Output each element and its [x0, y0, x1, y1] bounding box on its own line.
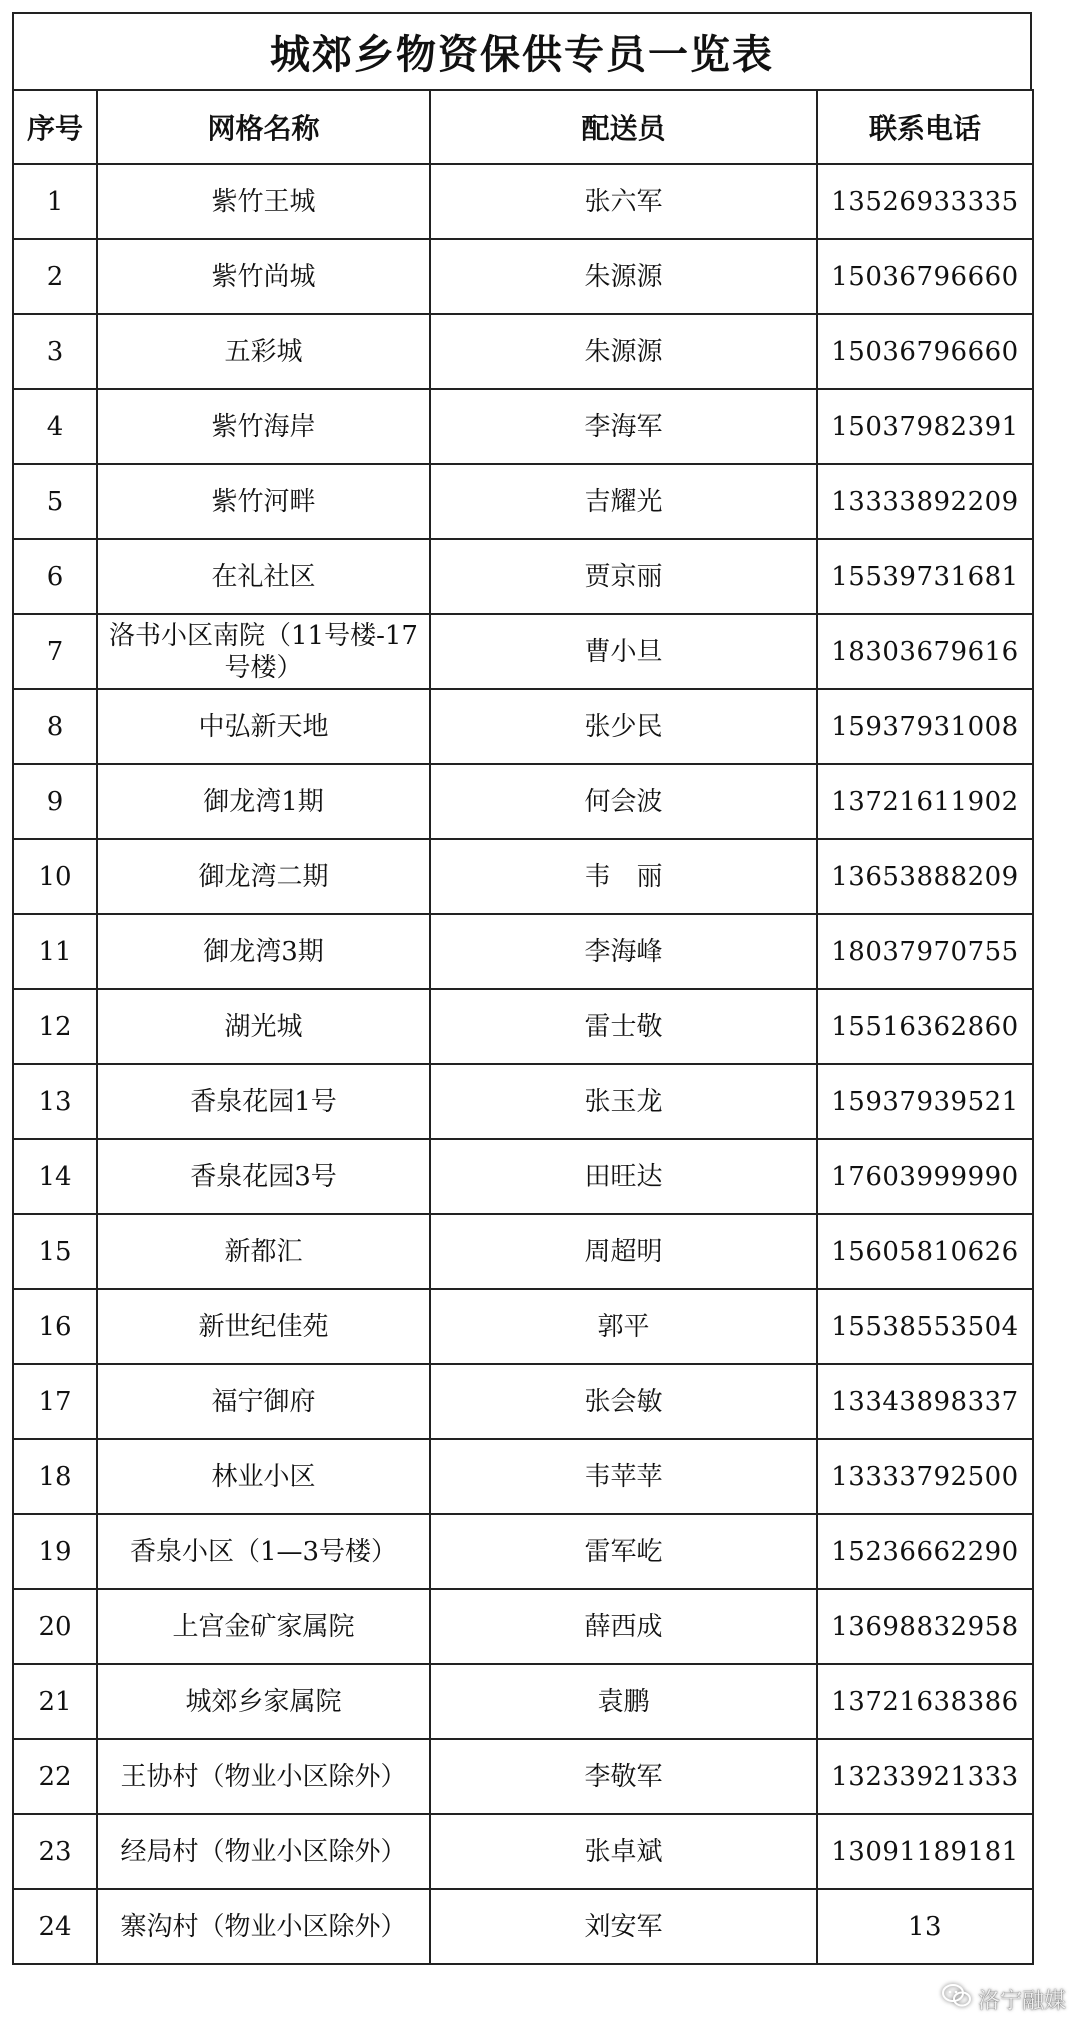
row-grid-name: 紫竹尚城	[97, 239, 430, 314]
row-index: 5	[13, 464, 97, 539]
row-courier: 贾京丽	[430, 539, 817, 614]
table-row	[13, 239, 1033, 314]
row-index: 16	[13, 1289, 97, 1364]
row-grid-name: 经局村（物业小区除外）	[97, 1814, 430, 1889]
row-index: 23	[13, 1814, 97, 1889]
row-phone: 15605810626	[817, 1214, 1033, 1289]
row-index: 9	[13, 764, 97, 839]
header-phone: 联系电话	[817, 90, 1033, 164]
row-phone: 15037982391	[817, 389, 1033, 464]
table-row	[13, 1064, 1033, 1139]
row-phone: 13	[817, 1889, 1033, 1964]
row-courier: 雷士敬	[430, 989, 817, 1064]
row-grid-name: 城郊乡家属院	[97, 1664, 430, 1739]
row-phone: 13653888209	[817, 839, 1033, 914]
row-grid-name: 寨沟村（物业小区除外）	[97, 1889, 430, 1964]
table-row	[13, 539, 1033, 614]
table-row	[13, 389, 1033, 464]
row-courier: 李敬军	[430, 1739, 817, 1814]
row-index: 10	[13, 839, 97, 914]
row-grid-name: 新都汇	[97, 1214, 430, 1289]
table-title: 城郊乡物资保供专员一览表	[12, 12, 1032, 89]
row-phone: 13333892209	[817, 464, 1033, 539]
header-grid-name: 网格名称	[97, 90, 430, 164]
header-courier: 配送员	[430, 90, 817, 164]
row-phone: 13721638386	[817, 1664, 1033, 1739]
row-grid-name: 香泉花园3号	[97, 1139, 430, 1214]
row-phone: 13333792500	[817, 1439, 1033, 1514]
row-phone: 18303679616	[817, 614, 1033, 689]
row-index: 8	[13, 689, 97, 764]
row-phone: 17603999990	[817, 1139, 1033, 1214]
row-courier: 朱源源	[430, 314, 817, 389]
row-grid-name: 中弘新天地	[97, 689, 430, 764]
row-phone: 15036796660	[817, 239, 1033, 314]
row-index: 14	[13, 1139, 97, 1214]
row-courier: 吉耀光	[430, 464, 817, 539]
row-grid-name: 湖光城	[97, 989, 430, 1064]
table-row	[13, 1439, 1033, 1514]
row-grid-name: 御龙湾3期	[97, 914, 430, 989]
row-grid-name: 上宫金矿家属院	[97, 1589, 430, 1664]
row-index: 21	[13, 1664, 97, 1739]
watermark	[942, 1983, 1066, 2015]
row-grid-name: 紫竹海岸	[97, 389, 430, 464]
table-row	[13, 764, 1033, 839]
row-index: 17	[13, 1364, 97, 1439]
row-grid-name: 五彩城	[97, 314, 430, 389]
table-row	[13, 1364, 1033, 1439]
row-index: 15	[13, 1214, 97, 1289]
row-phone: 15516362860	[817, 989, 1033, 1064]
row-index: 20	[13, 1589, 97, 1664]
row-phone: 13721611902	[817, 764, 1033, 839]
table-row	[13, 1514, 1033, 1589]
row-phone: 15539731681	[817, 539, 1033, 614]
row-phone: 13343898337	[817, 1364, 1033, 1439]
row-courier: 张玉龙	[430, 1064, 817, 1139]
row-index: 4	[13, 389, 97, 464]
row-courier: 李海军	[430, 389, 817, 464]
table-row	[13, 1139, 1033, 1214]
row-index: 13	[13, 1064, 97, 1139]
row-courier: 韦 丽	[430, 839, 817, 914]
row-phone: 15036796660	[817, 314, 1033, 389]
row-grid-name: 福宁御府	[97, 1364, 430, 1439]
row-courier: 张六军	[430, 164, 817, 239]
row-phone: 13526933335	[817, 164, 1033, 239]
table-row	[13, 914, 1033, 989]
row-grid-name: 香泉小区（1—3号楼）	[97, 1514, 430, 1589]
row-courier: 张会敏	[430, 1364, 817, 1439]
row-index: 18	[13, 1439, 97, 1514]
row-grid-name: 紫竹河畔	[97, 464, 430, 539]
row-phone: 15236662290	[817, 1514, 1033, 1589]
row-phone: 15937931008	[817, 689, 1033, 764]
row-index: 6	[13, 539, 97, 614]
row-courier: 薛西成	[430, 1589, 817, 1664]
wechat-icon	[942, 1983, 972, 2015]
row-index: 1	[13, 164, 97, 239]
row-phone: 15538553504	[817, 1289, 1033, 1364]
row-index: 22	[13, 1739, 97, 1814]
row-grid-name: 紫竹王城	[97, 164, 430, 239]
courier-table	[12, 89, 1034, 1965]
row-grid-name: 新世纪佳苑	[97, 1289, 430, 1364]
row-grid-name: 王协村（物业小区除外）	[97, 1739, 430, 1814]
row-phone: 13233921333	[817, 1739, 1033, 1814]
watermark-text: 洛宁融媒	[977, 1988, 1066, 2014]
row-courier: 雷军屹	[430, 1514, 817, 1589]
row-courier: 刘安军	[430, 1889, 817, 1964]
row-grid-name: 在礼社区	[97, 539, 430, 614]
table-row	[13, 1814, 1033, 1889]
row-courier: 何会波	[430, 764, 817, 839]
table-row	[13, 164, 1033, 239]
row-courier: 田旺达	[430, 1139, 817, 1214]
contact-sheet	[12, 12, 1032, 1965]
table-row	[13, 1289, 1033, 1364]
row-grid-name: 御龙湾1期	[97, 764, 430, 839]
row-courier: 韦苹苹	[430, 1439, 817, 1514]
row-courier: 李海峰	[430, 914, 817, 989]
table-row	[13, 1589, 1033, 1664]
row-grid-name: 林业小区	[97, 1439, 430, 1514]
row-grid-name: 御龙湾二期	[97, 839, 430, 914]
row-grid-name: 洛书小区南院（11号楼-17号楼）	[97, 614, 430, 689]
table-row	[13, 464, 1033, 539]
row-index: 7	[13, 614, 97, 689]
row-courier: 郭平	[430, 1289, 817, 1364]
row-courier: 张少民	[430, 689, 817, 764]
row-index: 11	[13, 914, 97, 989]
table-header-row	[13, 90, 1033, 164]
row-courier: 周超明	[430, 1214, 817, 1289]
table-row	[13, 689, 1033, 764]
row-phone: 13091189181	[817, 1814, 1033, 1889]
row-courier: 曹小旦	[430, 614, 817, 689]
row-index: 2	[13, 239, 97, 314]
row-phone: 18037970755	[817, 914, 1033, 989]
header-index: 序号	[13, 90, 97, 164]
table-row	[13, 1739, 1033, 1814]
row-index: 24	[13, 1889, 97, 1964]
row-index: 12	[13, 989, 97, 1064]
row-index: 3	[13, 314, 97, 389]
table-row	[13, 614, 1033, 689]
table-row	[13, 989, 1033, 1064]
row-grid-name: 香泉花园1号	[97, 1064, 430, 1139]
table-row	[13, 314, 1033, 389]
table-row	[13, 1214, 1033, 1289]
row-index: 19	[13, 1514, 97, 1589]
row-phone: 15937939521	[817, 1064, 1033, 1139]
row-courier: 张卓斌	[430, 1814, 817, 1889]
row-courier: 朱源源	[430, 239, 817, 314]
table-row	[13, 1664, 1033, 1739]
table-row	[13, 839, 1033, 914]
row-phone: 13698832958	[817, 1589, 1033, 1664]
row-courier: 袁鹏	[430, 1664, 817, 1739]
table-row	[13, 1889, 1033, 1964]
